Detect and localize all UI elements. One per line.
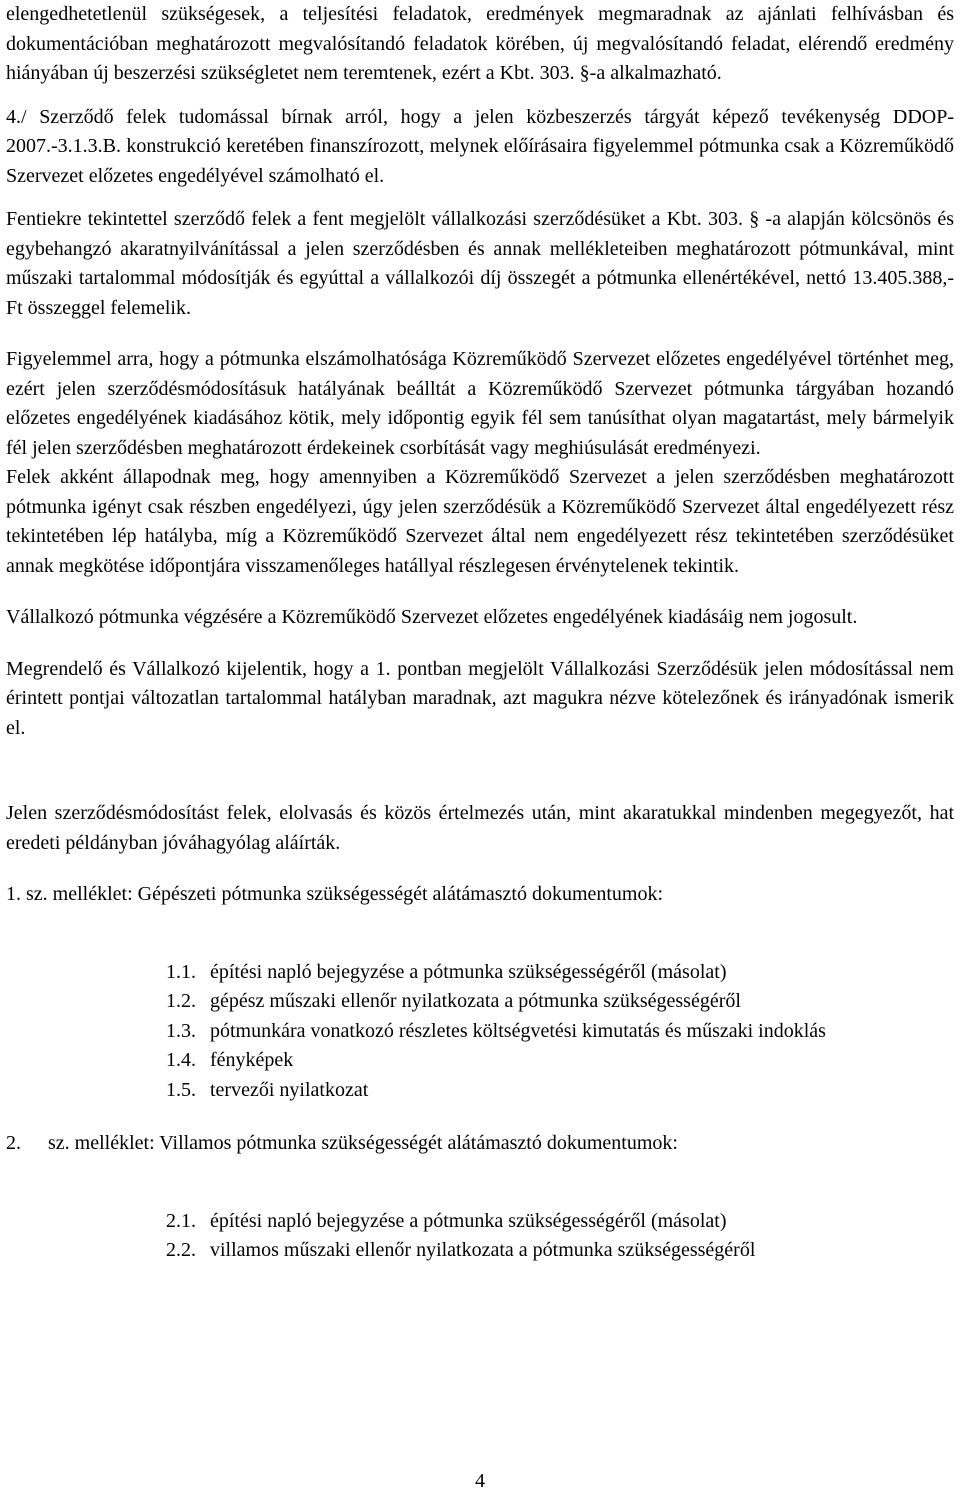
list-item-number: 1.3. [166, 1019, 196, 1042]
list-item [166, 958, 956, 988]
list-item-text: fényképek [210, 1049, 294, 1071]
paragraph-intro-continued: elengedhetetlenül szükségesek, a teljesítési feladatok, eredmények megmaradnak az ajánlati felhívásban és dokumentációban meghatározott megvalósítandó feladatok körében, új megvalósítandó feladat, elérendő eredmény hiányában új beszerzési szükségletet nem teremtenek, ezért a Kbt. 303. §-a alkalmazható. [6, 3, 954, 84]
annex-1-list [166, 958, 956, 1106]
annex-2-list [166, 1207, 956, 1266]
annex-2-number: 2. [6, 1132, 21, 1154]
list-item-number: 2.1. [166, 1209, 196, 1232]
paragraph-signature-statement: Jelen szerződésmódosítást felek, elolvasás és közös értelmezés után, mint akaratukkal mindenben megegyezőt, hat eredeti példányban jóváhagyólag aláírták. [6, 802, 954, 854]
paragraph-condition: Figyelemmel arra, hogy a pótmunka elszámolhatósága Közreműködő Szervezet előzetes engedélyével történhet meg, ezért jelen szerződésmódosításuk hatályának beálltát a Közreműködő Szervezet pótmunka tárgyában hozandó előzetes engedélyének kiadásához kötik, mely időpontig egyik fél sem tanúsíthat olyan magatartást, mely bármelyik fél jelen szerződésben meghatározott érdekeinek csorbítását vagy meghiúsulását eredményezi. [6, 348, 954, 459]
list-item [166, 1207, 956, 1237]
list-item-number: 1.5. [166, 1078, 196, 1101]
annex-2-heading-text: sz. melléklet: Villamos pótmunka szükségességét alátámasztó dokumentumok: [48, 1132, 678, 1154]
list-item [166, 1076, 956, 1106]
list-item [166, 1236, 956, 1266]
list-item-text: pótmunkára vonatkozó részletes költségvetési kimutatás és műszaki indoklás [210, 1019, 826, 1042]
list-item-number: 1.4. [166, 1049, 196, 1071]
list-item [166, 987, 956, 1017]
list-item [166, 1046, 956, 1076]
list-item-text: építési napló bejegyzése a pótmunka szükségességéről (másolat) [210, 1209, 727, 1232]
list-item-text: építési napló bejegyzése a pótmunka szükségességéről (másolat) [210, 960, 727, 983]
list-item-text: gépész műszaki ellenőr nyilatkozata a pótmunka szükségességéről [210, 990, 741, 1012]
list-item-number: 2.2. [166, 1239, 196, 1261]
page-number: 4 [475, 1470, 485, 1492]
list-item [166, 1017, 956, 1047]
paragraph-unchanged-terms: Megrendelő és Vállalkozó kijelentik, hogy a 1. pontban megjelölt Vállalkozási Szerződésük jelen módosítással nem érintett pontjai változatlan tartalommal hatályban maradnak, azt magukra nézve kötelezőnek és irányadónak ismerik el. [6, 657, 954, 739]
paragraph-amendment: Fentiekre tekintettel szerződő felek a fent megjelölt vállalkozási szerződésüket a Kbt. 303. § -a alapján kölcsönös és egybehangzó akaratnyilvánítással a jelen szerződésben és annak mellékleteiben meghatározott pótmunkával, mint műszaki tartalommal módosítják és egyúttal a vállalkozói díj összegét a pótmunka ellenértékével, nettó 13.405.388,- Ft összeggel felemelik. [6, 208, 954, 319]
document-page [6, 0, 954, 1266]
annex-1-heading: 1. sz. melléklet: Gépészeti pótmunka szükségességét alátámasztó dokumentumok: [6, 883, 664, 905]
paragraph-section-4: 4./ Szerződő felek tudomással bírnak arról, hogy a jelen közbeszerzés tárgyát képező tevékenység DDOP-2007.-3.1.3.B. konstrukció keretében finanszírozott, melynek előírásaira figyelemmel pótmunka csak a Közreműködő Szervezet előzetes engedélyével számolható el. [6, 105, 954, 187]
paragraph-partial-approval: Felek akként állapodnak meg, hogy amennyiben a Közreműködő Szervezet a jelen szerződésben meghatározott pótmunka igényt csak részben engedélyezi, úgy jelen szerződésük a Közreműködő Szervezet által engedélyezett rész tekintetében lép hatályba, míg a Közreműködő Szervezet által nem engedélyezett rész tekintetében szerződésüket annak megkötése időpontjára visszamenőleges hatállyal részlegesen érvénytelenek tekintik. [6, 466, 954, 577]
paragraph-contractor-restriction: Vállalkozó pótmunka végzésére a Közreműködő Szervezet előzetes engedélyének kiadásáig nem jogosult. [6, 606, 858, 628]
list-item-text: villamos műszaki ellenőr nyilatkozata a pótmunka szükségességéről [210, 1239, 756, 1261]
list-item-text: tervezői nyilatkozat [210, 1078, 369, 1101]
list-item-number: 1.1. [166, 960, 196, 983]
annex-2-heading [6, 1129, 954, 1159]
list-item-number: 1.2. [166, 990, 196, 1012]
